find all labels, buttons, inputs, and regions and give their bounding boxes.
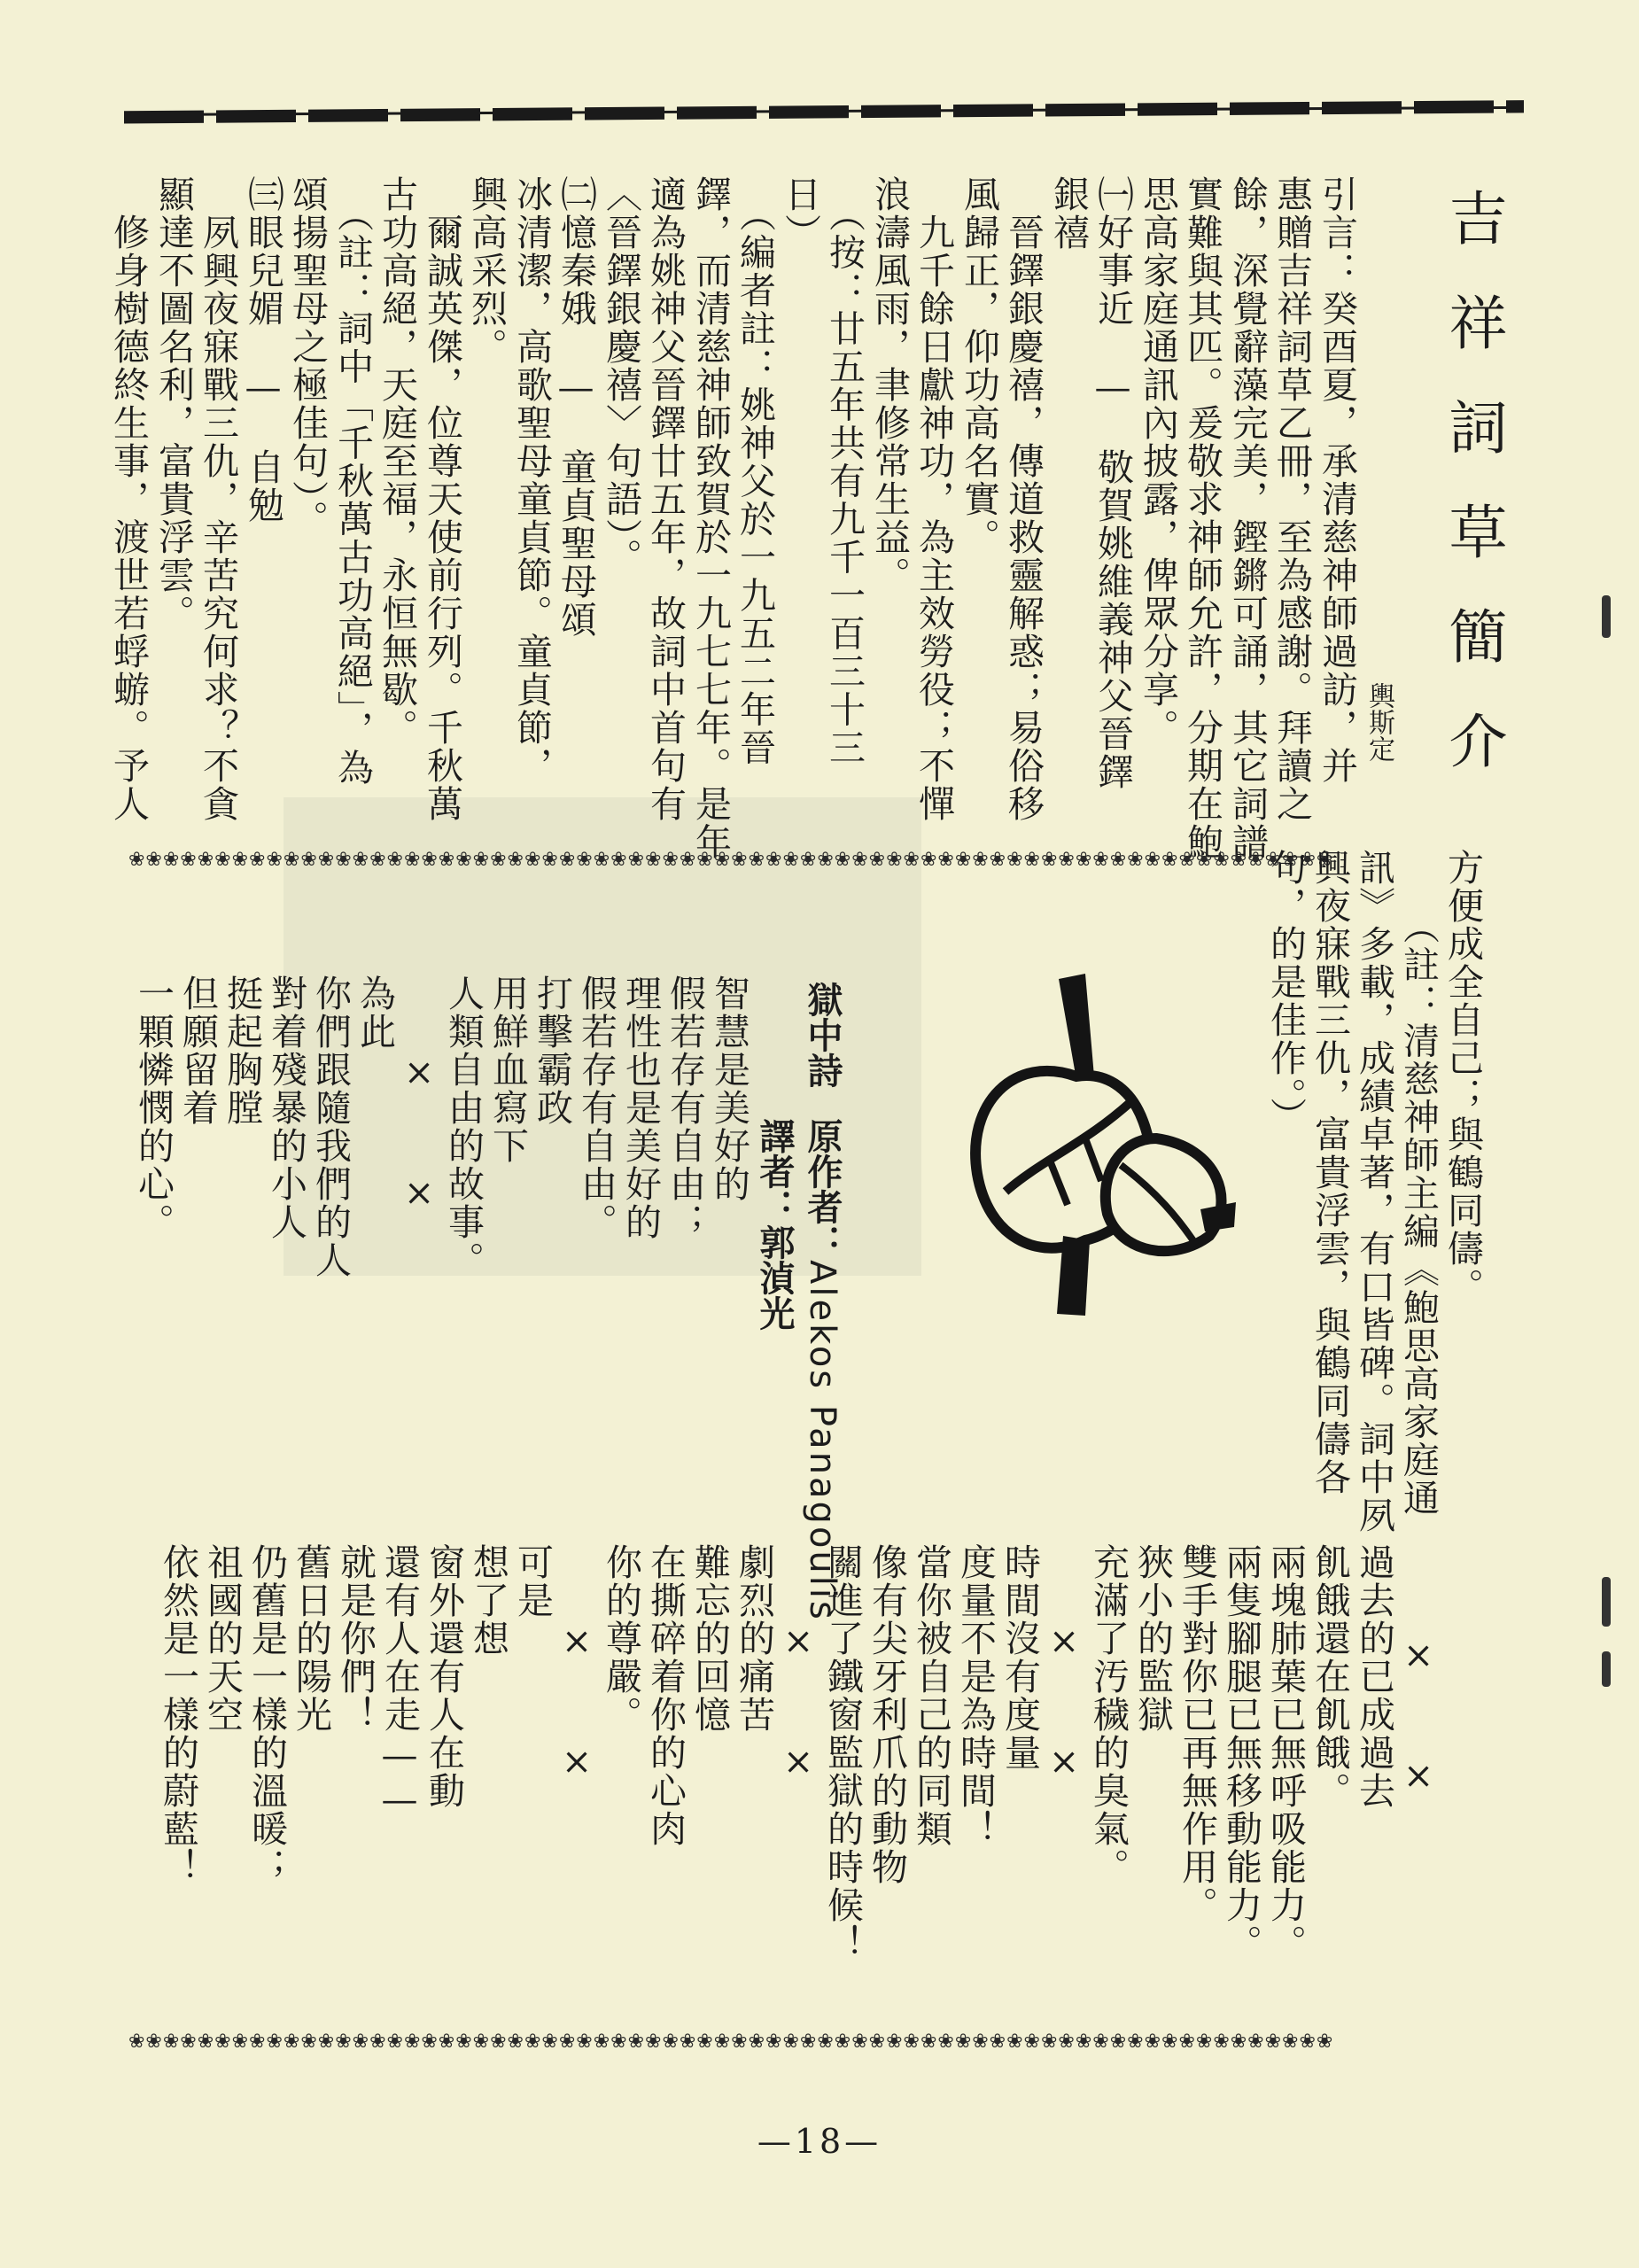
poem-line: 還有人在走——: [378, 1543, 421, 1822]
page-number: —18—: [757, 2122, 882, 2161]
poem-line: 人類自由的故事。: [442, 975, 485, 1279]
text-column: （按：廿五年共有九千一百三十三: [823, 175, 866, 767]
poem-line: 雙手對你已再無作用。: [1176, 1543, 1218, 1924]
poem-line: 難忘的回憶: [688, 1543, 731, 1734]
poem-separator: × ×: [555, 1543, 598, 1784]
original-author-label: 原作者：: [802, 1118, 843, 1260]
poem-title: 獄中詩: [802, 982, 843, 1088]
text-column: （註：詞中「千秋萬古功高絕」，為: [331, 175, 374, 787]
poem-line: 仍舊是一樣的溫暖；: [245, 1543, 288, 1886]
text-column: 頌揚聖母之極佳句）。: [286, 175, 329, 539]
top-decorative-border: [124, 96, 1524, 126]
original-author-name: Alekos Panagoulis: [802, 1260, 843, 1622]
text-column: 銀禧: [1047, 175, 1090, 252]
binding-mark: [1602, 1651, 1611, 1687]
text-column: 思高家庭通訊內披露，俾眾分享。: [1137, 175, 1179, 747]
text-column: 晉鐸銀慶禧，傳道救靈解惑；易俗移: [1002, 175, 1045, 823]
poem-line: 在撕碎着你的心肉: [644, 1543, 687, 1848]
poem-separator: × ×: [777, 1543, 820, 1784]
text-column: 鐸，而清慈神師致賀於一九七七年。是年: [689, 175, 732, 861]
text-column: 九千餘日獻神功，為主效勞役；不憚: [913, 175, 955, 823]
poem-line: 假若存有自由；: [664, 975, 706, 1241]
translator-name: 郭湞光: [754, 1224, 795, 1331]
continuation-column: 訊》多載，成績卓著，有口皆碑。詞中夙: [1353, 849, 1395, 1534]
poem-line: 依然是一樣的蔚藍！: [157, 1543, 199, 1886]
text-column: 古功高絕，天庭至福，永恒無歇。: [376, 175, 418, 747]
poem-line: 對着殘暴的小人: [265, 975, 307, 1241]
text-column: 興高采烈。: [465, 175, 508, 366]
poem-line: 時間沒有度量: [998, 1543, 1041, 1772]
poem-line: 你的尊嚴。: [600, 1543, 642, 1734]
text-column: 日）: [779, 175, 821, 252]
poem-line: 你們跟隨我們的人: [309, 975, 352, 1279]
text-column: 浪濤風雨，聿修常生益。: [868, 175, 911, 594]
poem-line: 過去的已成過去: [1353, 1543, 1395, 1810]
text-column: （編者註：姚神父於一九五二年晉: [734, 175, 776, 767]
continuation-column: 興夜寐戰三仇，富貴浮雲，與鶴同儔各: [1309, 849, 1351, 1496]
binding-mark: [1602, 1577, 1611, 1627]
poem-line: 打擊霸政: [531, 975, 573, 1127]
poem-translator: [751, 1118, 797, 1331]
text-column: 冰清潔，高歌聖母童貞節。童貞節，: [510, 175, 553, 785]
text-column: 風歸正，仰功高名實。: [958, 175, 1000, 556]
text-column: 爾誠英傑，位尊天使前行列。千秋萬: [421, 175, 463, 823]
continuation-column: （註：清慈神師主編《鮑思高家庭通: [1397, 888, 1440, 1518]
poem-line: 充滿了汚穢的臭氣。: [1087, 1543, 1130, 1886]
poem-line: 為此: [353, 975, 396, 1051]
poem-line: 智慧是美好的: [708, 975, 750, 1203]
poem-separator: × ×: [398, 975, 440, 1216]
poem-line: 度量不是為時間！: [954, 1543, 997, 1848]
text-column: 顯達不圖名利，富貴浮雲。: [152, 175, 195, 633]
poem-line: 劇烈的痛苦: [733, 1543, 775, 1734]
poem-line: 當你被自己的同類: [910, 1543, 952, 1848]
poem-line: 可是: [511, 1543, 554, 1619]
poem-line: 像有尖牙利爪的動物: [866, 1543, 908, 1886]
poem-line: 窗外還有人在動: [423, 1543, 465, 1810]
text-column: 修身樹德終生事，渡世若蜉蝣。予人: [107, 175, 150, 823]
continuation-column: 句，的是佳作。）: [1264, 849, 1307, 1136]
binding-mark: [1602, 595, 1611, 638]
article-author: 輿斯定: [1363, 682, 1394, 762]
poem-line: 但願留着: [176, 975, 219, 1127]
ornamental-divider: ❀❀❀❀❀❀❀❀❀❀❀❀❀❀❀❀❀❀❀❀❀❀❀❀❀❀❀❀❀❀❀❀❀❀❀❀❀❀❀❀❀❀❀❀❀❀❀❀❀❀❀❀❀❀❀❀❀❀❀❀❀❀❀❀❀❀❀❀❀❀: [128, 2031, 1334, 2053]
text-column: 引言：癸酉夏，承清慈神師過訪，并: [1316, 175, 1358, 785]
leaf-illustration: [952, 970, 1236, 1324]
poem-line: 理性也是美好的: [619, 975, 662, 1241]
text-column: 夙興夜寐戰三仇，辛苦究何求？不貪: [197, 175, 239, 823]
text-column: 餘，深覺辭藻完美，鏗鏘可誦，其它詞譜: [1226, 175, 1269, 861]
text-column: ㈢眼兒媚 — 自勉: [242, 175, 284, 524]
text-column: 實難與其匹。爰敬求神師允許，分期在鮑: [1181, 175, 1223, 861]
text-column: 惠贈吉祥詞草乙冊，至為感謝。拜讀之: [1270, 175, 1313, 823]
poem-line: 假若存有自由。: [575, 975, 618, 1241]
translator-label: 譯者：: [754, 1118, 795, 1224]
poem-line: 舊日的陽光: [290, 1543, 332, 1734]
article-title: 吉祥詞草簡介: [1439, 188, 1507, 815]
poem-line: 飢餓還在飢餓。: [1309, 1543, 1351, 1810]
poem-line: 想了想: [467, 1543, 509, 1658]
text-column: 適為姚神父晉鐸廿五年，故詞中首句有: [644, 175, 687, 823]
text-column: 〈晉鐸銀慶禧〉句語）。: [600, 175, 642, 577]
poem-line: 兩塊肺葉已無呼吸能力。: [1264, 1543, 1307, 1962]
poem-line: 祖國的天空: [201, 1543, 244, 1734]
continuation-column: 方便成全自己；與鶴同儔。: [1441, 849, 1484, 1306]
poem-line: 挺起胸膛: [221, 975, 263, 1127]
poem-separator: × ×: [1397, 1557, 1440, 1798]
poem-line: 兩隻腳腿已無移動能力。: [1220, 1543, 1262, 1962]
poem-line: 一顆憐憫的心。: [132, 975, 175, 1241]
poem-line: 用鮮血寫下: [486, 975, 529, 1165]
poem-separator: × ×: [1043, 1543, 1085, 1784]
poem-line: 就是你們！: [334, 1543, 377, 1734]
text-column: ㈠好事近 — 敬賀姚維義神父晉鐸: [1091, 175, 1134, 791]
ornamental-divider: ❀❀❀❀❀❀❀❀❀❀❀❀❀❀❀❀❀❀❀❀❀❀❀❀❀❀❀❀❀❀❀❀❀❀❀❀❀❀❀❀❀❀❀❀❀❀❀❀❀❀❀❀❀❀❀❀❀❀❀❀❀❀❀❀❀❀❀❀❀❀: [128, 849, 1334, 871]
poem-line: 狹小的監獄: [1131, 1543, 1174, 1734]
text-column: ㈡憶秦娥 — 童貞聖母頌: [555, 175, 597, 639]
poem-line: 關進了鐵窗監獄的時候！: [821, 1543, 864, 1962]
